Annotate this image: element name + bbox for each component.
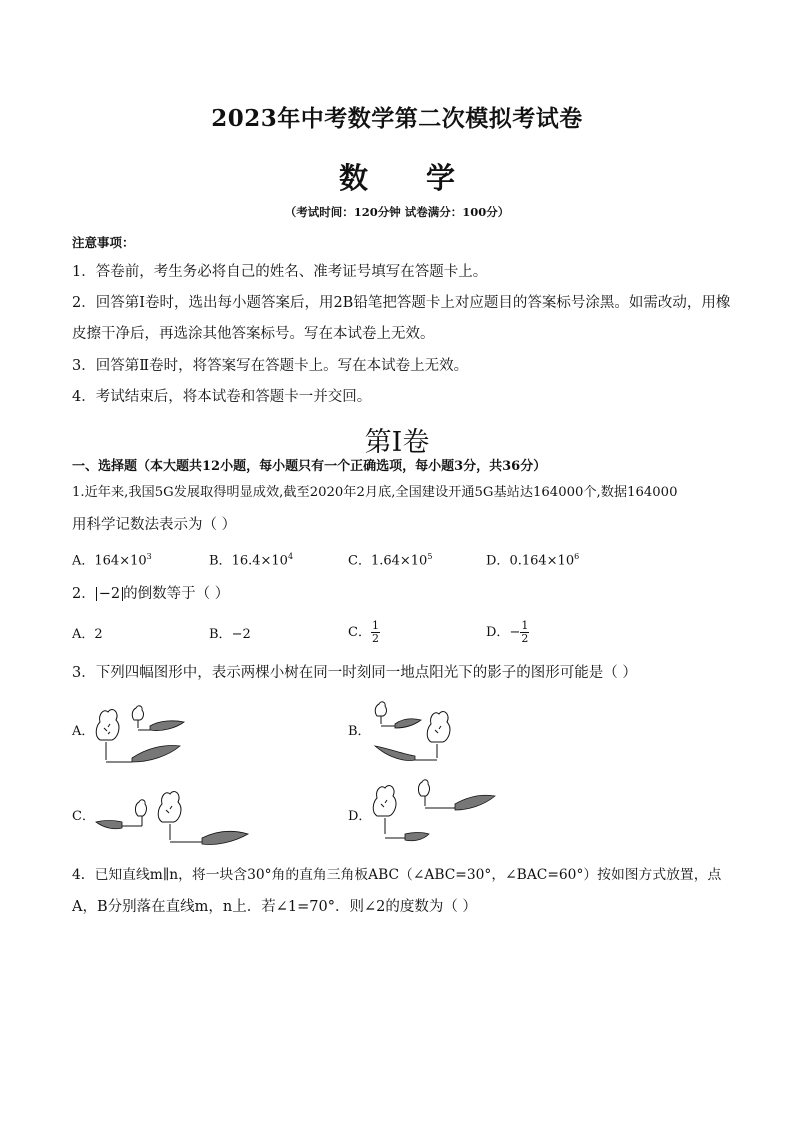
- q3-label-b: B．: [348, 724, 371, 739]
- q1-stem-line2: 用科学记数法表示为（ ）: [72, 517, 237, 533]
- notes-heading: 注意事项：: [72, 235, 135, 250]
- q2-option-b: B．−2: [209, 627, 251, 642]
- q2-absolute-value: −2: [96, 587, 123, 601]
- fraction: $\frac{1}{2}$: [521, 619, 529, 645]
- note-item-4: 4．考试结束后，将本试卷和答题卡一并交回。: [72, 389, 372, 405]
- q3-label-c: C．: [72, 809, 95, 824]
- section-heading: 一、选择题（本大题共12小题，每小题只有一个正确选项，每小题3分，共36分）: [72, 459, 547, 474]
- subject-title: 数 学: [338, 161, 480, 195]
- note-item-3: 3．回答第Ⅱ卷时，将答案写在答题卡上。写在本试卷上无效。: [72, 358, 469, 374]
- q3-label-a: A．: [72, 724, 95, 739]
- q1-stem-line1: 1.近年来,我国5G发展取得明显成效,截至2020年2月底,全国建设开通5G基站达164000个,数据164000: [72, 485, 678, 500]
- q3-label-d: D．: [348, 809, 372, 824]
- volume-title: 第Ⅰ卷: [364, 427, 430, 458]
- exam-info: （考试时间：120分钟 试卷满分：100分）: [284, 205, 510, 219]
- q3-figure-d: [365, 768, 505, 853]
- fraction: $\frac{1}{2}$: [371, 619, 379, 645]
- q3-figure-c: [92, 782, 252, 852]
- note-item-2: 2．回答第Ⅰ卷时，选出每小题答案后，用2B铅笔把答题卡上对应题目的答案标号涂黑。如需改动，用橡: [72, 295, 731, 311]
- note-item-1: 1．答卷前，考生务必将自己的姓名、准考证号填写在答题卡上。: [72, 264, 488, 280]
- q3-figure-a: [92, 700, 192, 770]
- q4-stem-line2: A，B分别落在直线m，n上．若∠1=70°．则∠2的度数为（ ）: [72, 899, 477, 915]
- q2-option-d: D．− $\frac{1}{2}$: [486, 619, 529, 645]
- q2-option-c: C． $\frac{1}{2}$: [348, 619, 379, 645]
- q2-option-a: A．2: [72, 627, 103, 642]
- q1-option-a: A．$164\times 10^3$: [72, 552, 152, 569]
- note-item-2-cont: 皮擦干净后，再选涂其他答案标号。写在本试卷上无效。: [72, 326, 435, 342]
- exam-title: 2023年中考数学第二次模拟考试卷: [211, 105, 583, 132]
- q3-stem: 3．下列四幅图形中，表示两棵小树在同一时刻同一地点阳光下的影子的图形可能是（ ）: [72, 665, 637, 681]
- q4-stem-line1: 4．已知直线m∥n，将一块含30°角的直角三角板ABC（∠ABC=30°，∠BAC=60°）按如图方式放置，点: [72, 867, 722, 883]
- q2-stem: 2． −2 的倒数等于（ ）: [72, 586, 230, 602]
- q3-figure-b: [365, 700, 465, 770]
- q1-option-d: D．$0.164\times 10^6$: [486, 552, 580, 569]
- q1-option-c: C．$1.64\times 10^5$: [348, 552, 433, 569]
- q1-option-b: B．$16.4\times 10^4$: [209, 552, 294, 569]
